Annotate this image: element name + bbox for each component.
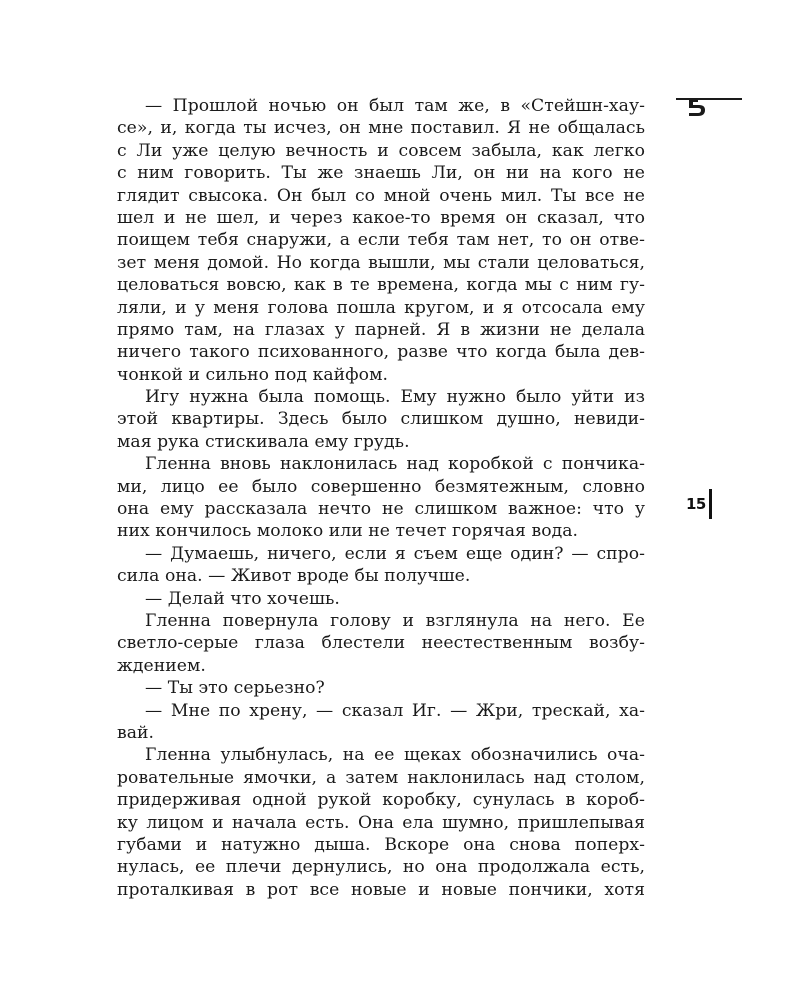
page-number: 15 — [686, 495, 706, 513]
header-ornament — [676, 94, 742, 122]
text-line: мая рука стискивала ему грудь. — [117, 431, 410, 452]
text-line: ровательные ямочки, а затем наклонилась над столом, — [117, 767, 645, 788]
text-line: придерживая одной рукой коробку, сунулась в короб- — [117, 790, 645, 811]
text-line: этой квартиры. Здесь было слишком душно, невиди- — [117, 409, 645, 430]
text-line: — Делай что хочешь. — [145, 588, 340, 609]
text-line: — Мне по хрену, — сказал Иг. — Жри, трескай, ха- — [145, 700, 645, 721]
text-line: ми, лицо ее было совершенно безмятежным, словно — [117, 476, 645, 497]
book-mark-icon — [686, 94, 712, 120]
text-line: нулась, ее плечи дернулись, но она продолжала есть, — [117, 857, 645, 878]
text-line: целоваться вовсю, как в те времена, когда мы с ним гу- — [117, 275, 645, 296]
text-line: — Прошлой ночью он был там же, в «Стейшн-хау- — [145, 96, 645, 116]
text-line: ку лицом и начала есть. Она ела шумно, пришлепывая — [117, 812, 645, 833]
text-line: Гленна повернула голову и взглянула на него. Ее — [145, 610, 645, 631]
body-text — [117, 95, 645, 901]
text-line: шел и не шел, и через какое-то время он сказал, что — [117, 207, 645, 228]
text-line: прямо там, на глазах у парней. Я в жизни не делала — [117, 319, 645, 340]
text-line: се», и, когда ты исчез, он мне поставил. Я не общалась — [117, 118, 645, 139]
text-line: ничего такого психованного, разве что когда была дев- — [117, 342, 645, 363]
text-line: светло-серые глаза блестели неестественным возбу- — [117, 633, 645, 654]
text-line: она ему рассказала нечто не слишком важное: что у — [117, 499, 645, 520]
text-line: Игу нужна была помощь. Ему нужно было уйти из — [145, 387, 645, 408]
text-line: Гленна вновь наклонилась над коробкой с пончика- — [145, 454, 645, 475]
text-line: с Ли уже целую вечность и совсем забыла, как легко — [117, 140, 645, 161]
text-line: них кончилось молоко или не течет горячая вода. — [117, 521, 579, 542]
text-line: с ним говорить. Ты же знаешь Ли, он ни на кого не — [117, 163, 645, 184]
text-line: проталкивая в рот все новые и новые пончики, хотя — [117, 879, 645, 900]
page-folio — [686, 489, 712, 519]
text-line: — Ты это серьезно? — [145, 678, 325, 699]
text-line: ляли, и у меня голова пошла кругом, и я отсосала ему — [117, 297, 645, 318]
text-line: поищем тебя снаружи, а если тебя там нет, то он отве- — [117, 230, 645, 251]
text-line: чонкой и сильно под кайфом. — [117, 364, 388, 385]
text-line: — Думаешь, ничего, если я съем еще один? — спро- — [145, 543, 645, 564]
text-line: вай. — [117, 722, 155, 743]
text-line: зет меня домой. Но когда вышли, мы стали целоваться, — [117, 252, 645, 273]
text-line: сила она. — Живот вроде бы получше. — [117, 566, 471, 587]
text-line: губами и натужно дыша. Вскоре она снова поперх- — [117, 834, 645, 855]
text-line: ждением. — [117, 655, 206, 676]
text-line: Гленна улыбнулась, на ее щеках обозначились оча- — [145, 745, 645, 766]
folio-bar — [709, 489, 712, 519]
text-line: глядит свысока. Он был со мной очень мил. Ты все не — [117, 185, 645, 206]
